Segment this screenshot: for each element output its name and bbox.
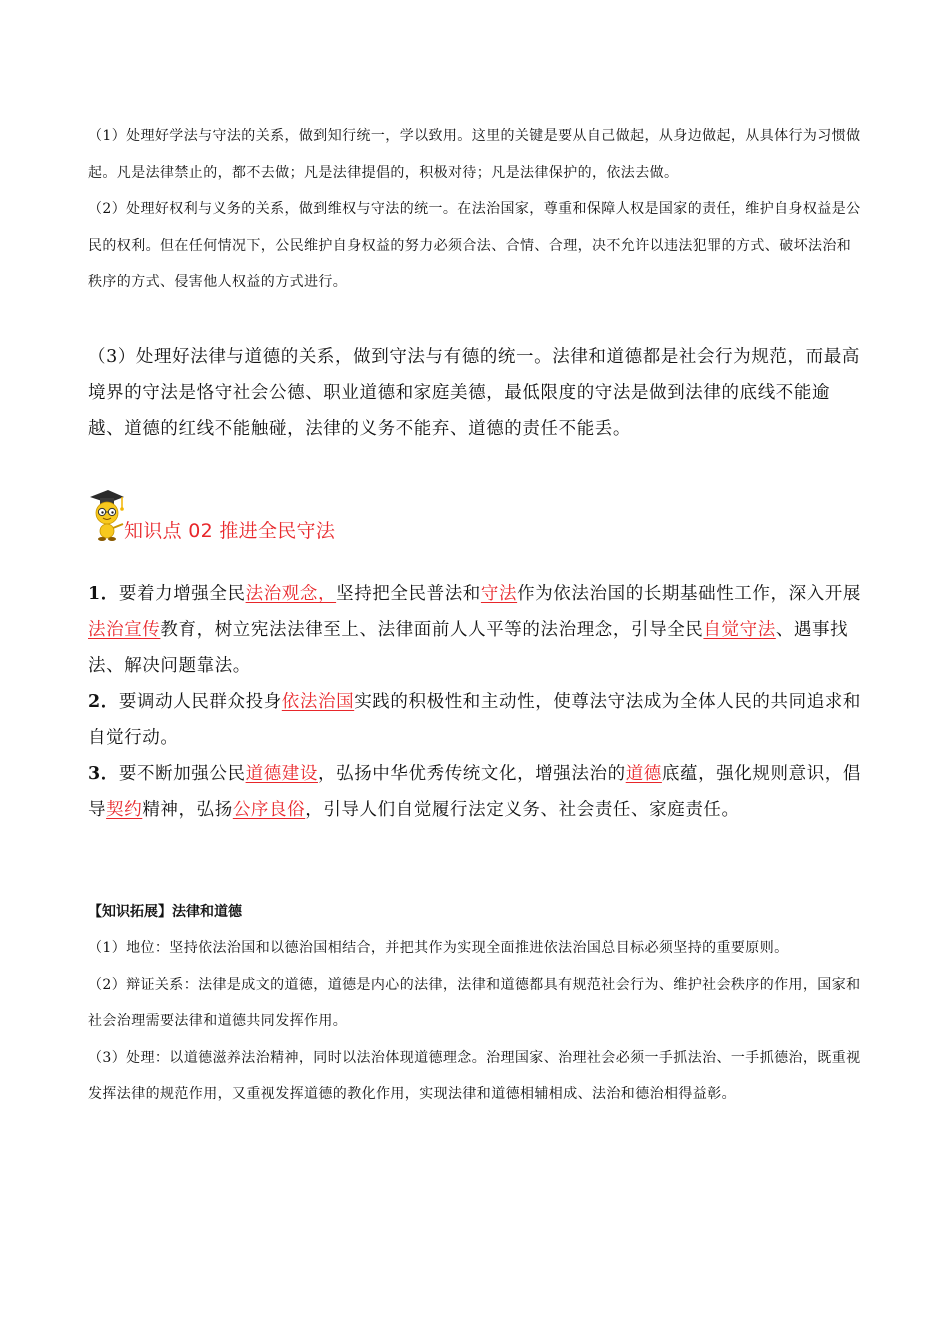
point-1-keyword-legal-publicity: 法治宣传 [88, 620, 161, 640]
point-2-number: 2． [88, 692, 119, 712]
point-2-text-a: 要调动人民群众投身 [118, 692, 282, 712]
point-3-keyword-morality: 道德 [625, 764, 662, 784]
point-1-text-a: 要着力增强全民 [118, 584, 246, 604]
point-1-text-b: 坚持把全民普法和 [336, 584, 481, 604]
point-3-text-b: ，弘扬中华优秀传统文化，增强法治的 [318, 764, 626, 784]
point-3-text-d: 精神，弘扬 [142, 800, 233, 820]
paragraph-law-and-morality: （3）处理好法律与道德的关系，做到守法与有德的统一。法律和道德都是社会行为规范，而最高境界的守法是恪守社会公德、职业道德和家庭美德，最低限度的守法是做到法律的底线不能逾越、道德的红线不能触碰，法律的义务不能弃、道德的责任不能丢。 [88, 347, 860, 439]
point-3-text-e: ，引导人们自觉履行法定义务、社会责任、家庭责任。 [305, 800, 740, 820]
knowledge-point-heading [86, 488, 486, 544]
heading-title: 知识点 02 推进全民守法 [124, 520, 336, 542]
relations-section [88, 118, 864, 301]
point-3-keyword-moral-building: 道德建设 [245, 764, 318, 784]
points-section [88, 576, 864, 828]
point-1-text-c: 作为依法治国的长期基础性工作，深入开展 [517, 584, 862, 604]
paragraph-learn-and-obey: （1）处理好学法与守法的关系，做到知行统一，学以致用。这里的关键是要从自己做起，从身边做起，从具体行为习惯做起。凡是法律禁止的，都不去做；凡是法律提倡的，积极对待；凡是法律保护的，依法去做。 [88, 128, 861, 181]
point-1-number: 1． [88, 584, 119, 604]
graduate-mascot-icon [86, 488, 126, 542]
knowledge-extension-section [88, 898, 864, 1113]
point-1 [88, 576, 864, 684]
point-2 [88, 684, 864, 756]
point-3 [88, 756, 864, 828]
point-1-keyword-self-obey: 自觉守法 [703, 620, 776, 640]
point-1-keyword-obey-law: 守法 [480, 584, 518, 604]
point-1-keyword-legal-concept: 法治观念， [245, 584, 337, 604]
point-3-keyword-public-order: 公序良俗 [232, 800, 306, 820]
point-2-text-b: 实践的积极性和主动性，使尊法守法成为全体人民的共同追求和自觉行动。 [88, 692, 862, 748]
extension-paragraph-status: （1）地位：坚持依法治国和以德治国相结合，并把其作为实现全面推进依法治国总目标必须坚持的重要原则。 [88, 940, 789, 956]
point-2-keyword-rule-of-law: 依法治国 [281, 692, 355, 712]
point-3-text-c: 底蕴，强化规则意识，倡导 [88, 764, 862, 820]
extension-title: 【知识拓展】法律和道德 [88, 904, 242, 920]
point-3-text-a: 要不断加强公民 [118, 764, 246, 784]
point-3-number: 3． [88, 764, 119, 784]
point-1-text-e: 、遇事找法、解决问题靠法。 [88, 620, 849, 676]
point-1-text-d: 教育，树立宪法法律至上、法律面前人人平等的法治理念，引导全民 [160, 620, 704, 640]
paragraph-rights-and-duties: （2）处理好权利与义务的关系，做到维权与守法的统一。在法治国家，尊重和保障人权是国家的责任，维护自身权益是公民的权利。但在任何情况下，公民维护自身权益的努力必须合法、合情、合理，决不允许以违法犯罪的方式、破坏法治和秩序的方式、侵害他人权益的方式进行。 [88, 201, 861, 290]
point-3-keyword-contract: 契约 [106, 800, 143, 820]
law-and-morality-section [88, 339, 864, 447]
extension-paragraph-handling: （3）处理：以道德滋养法治精神，同时以法治体现道德理念。治理国家、治理社会必须一手抓法治、一手抓德治，既重视发挥法律的规范作用，又重视发挥道德的教化作用，实现法律和道德相辅相成、法治和德治相得益彰。 [88, 1049, 861, 1102]
extension-paragraph-dialectic: （2）辩证关系：法律是成文的道德，道德是内心的法律，法律和道德都具有规范社会行为、维护社会秩序的作用，国家和社会治理需要法律和道德共同发挥作用。 [88, 976, 861, 1029]
